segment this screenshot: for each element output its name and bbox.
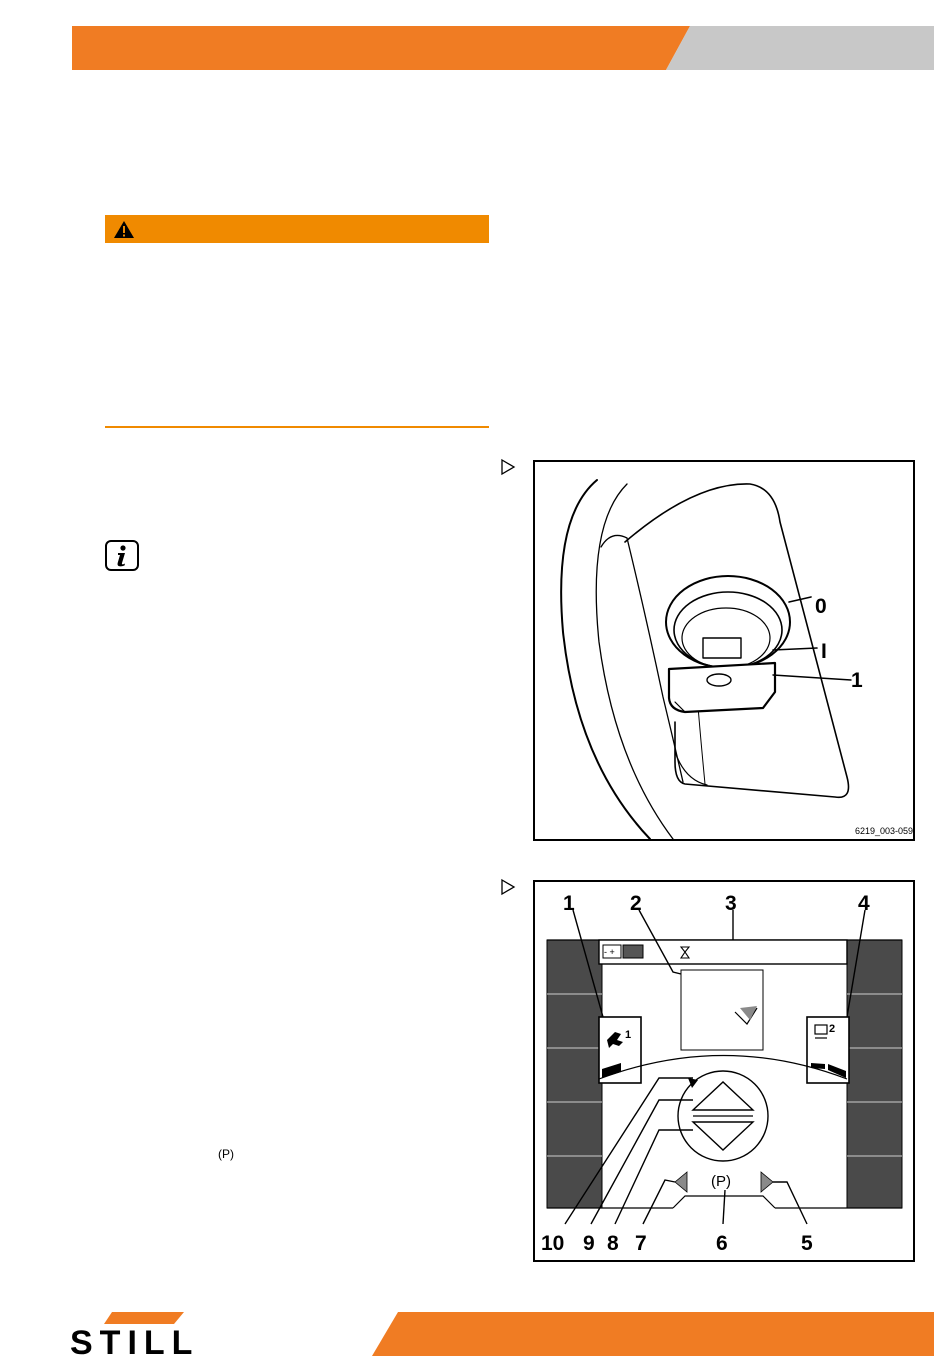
figure-pointer-icon (500, 458, 516, 476)
left-turn-indicator-icon (675, 1172, 687, 1192)
hydraulic-mode-number: 2 (829, 1023, 836, 1035)
figure-key-switch (533, 460, 915, 841)
callout-label: 8 (607, 1232, 619, 1255)
callout-label: 9 (583, 1232, 595, 1255)
header-orange-band (72, 26, 690, 70)
right-button-column (847, 940, 902, 1208)
callout-label: 0 (815, 595, 827, 618)
parking-brake-indicator: (P) (711, 1173, 731, 1190)
drive-mode-number: 1 (625, 1029, 632, 1041)
callout-label: 1 (851, 669, 863, 692)
battery-minus-plus-icon: - + (604, 947, 615, 957)
figure-display-unit (533, 880, 915, 1262)
callout-label: 10 (541, 1232, 565, 1255)
park-brake-symbol-text: (P) (218, 1147, 234, 1161)
still-logo (70, 1312, 199, 1362)
left-button-column (547, 940, 602, 1208)
figure-code: 6219_003-059 (855, 826, 913, 836)
footer-orange-band (372, 1312, 934, 1356)
header-grey-band (666, 26, 934, 70)
display-illustration (535, 882, 913, 1260)
figure-pointer-icon (500, 878, 516, 896)
warning-header-bar (105, 215, 489, 243)
callout-label: 4 (858, 892, 870, 915)
info-icon (105, 540, 139, 571)
callout-label: 6 (716, 1232, 728, 1255)
key-switch-illustration (535, 462, 913, 839)
lift-mode-icon (815, 1025, 827, 1034)
header-bar (0, 0, 950, 80)
hydraulic-mode-tile (807, 1017, 849, 1083)
footer (0, 1300, 950, 1368)
callout-label: 3 (725, 892, 737, 915)
callout-label: 1 (563, 892, 575, 915)
drive-mode-tile (599, 1017, 641, 1083)
warning-triangle-icon (113, 219, 135, 239)
right-turn-indicator-icon (761, 1172, 773, 1192)
still-logo-swoosh (104, 1312, 184, 1324)
callout-label: 5 (801, 1232, 813, 1255)
callout-label: 2 (630, 892, 642, 915)
status-bar (599, 940, 847, 964)
warning-end-rule (105, 426, 489, 428)
callout-label: 7 (635, 1232, 647, 1255)
still-logo-wordmark: STILL (70, 1324, 200, 1362)
callout-label: I (821, 640, 827, 663)
info-glyph-icon (107, 542, 137, 569)
